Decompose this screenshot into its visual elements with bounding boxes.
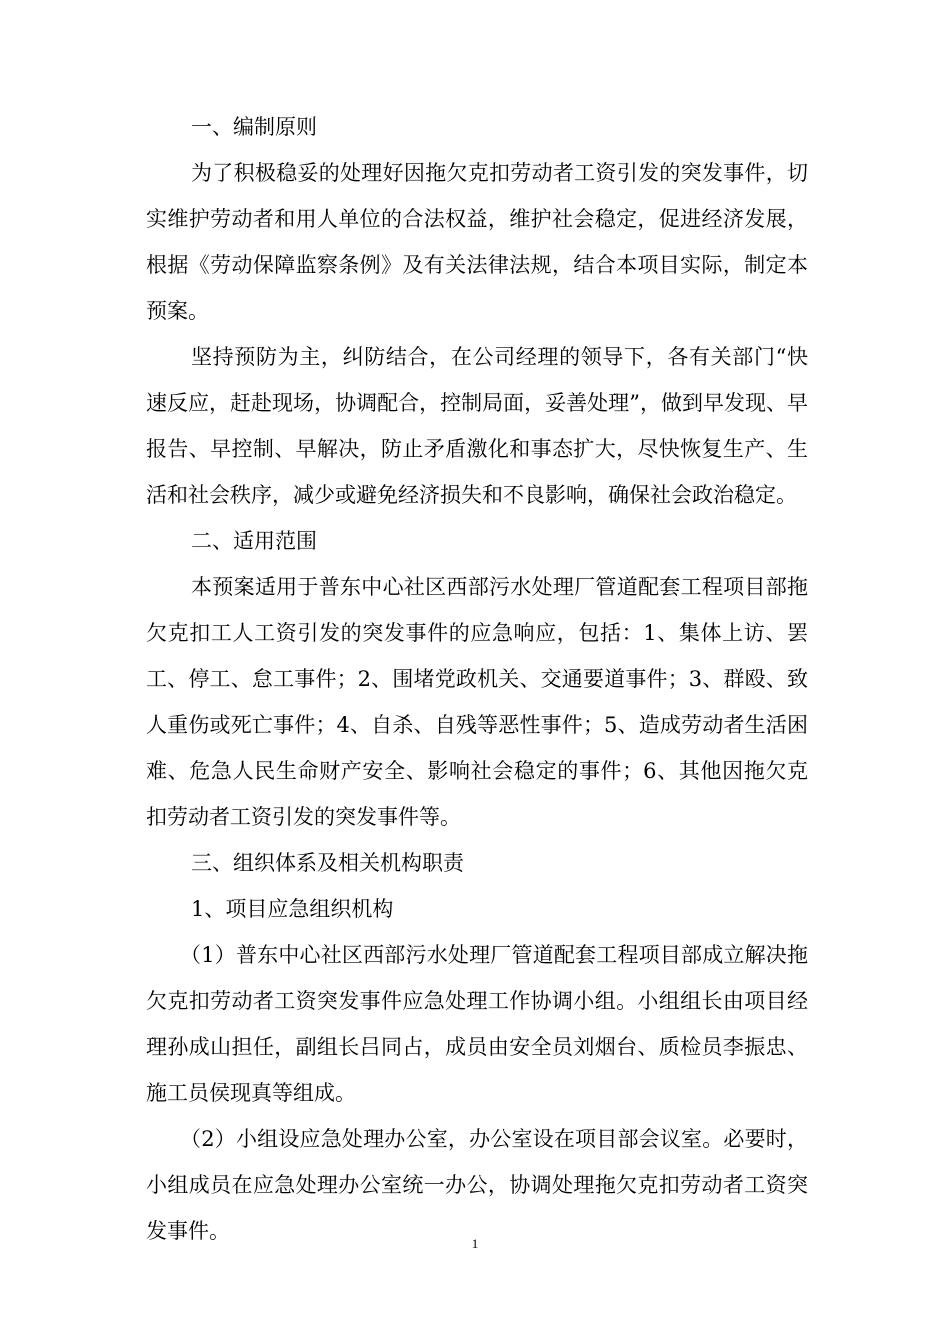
section-heading-principles: 一、编制原则	[191, 115, 317, 139]
paragraph-prevention: 坚持预防为主，纠防结合，在公司经理的领导下，各有关部门“快速反应，赶赴现场，协调配合，控制局面，妥善处理”，做到早发现、早报告、早控制、早解决，防止矛盾激化和事态扩大，尽快恢复生产、生活和社会秩序，减少或避免经济损失和不良影响，确保社会政治稳定。	[146, 345, 808, 507]
paragraph-scope: 本预案适用于普东中心社区西部污水处理厂管道配套工程项目部拖欠克扣工人工资引发的突发事件的应急响应，包括：1、集体上访、罢工、停工、怠工事件；2、围堵党政机关、交通要道事件；3、群殴、致人重伤或死亡事件；4、自杀、自残等恶性事件；5、造成劳动者生活困难、危急人民生命财产安全、影响社会稳定的事件；6、其他因拖欠克扣劳动者工资引发的突发事件等。	[146, 575, 808, 829]
subsection-heading-emergency-org: 1、项目应急组织机构	[191, 897, 394, 921]
section-heading-organization: 三、组织体系及相关机构职责	[191, 851, 464, 875]
page-number: 1	[471, 1236, 479, 1251]
section-heading-scope: 二、适用范围	[191, 529, 317, 553]
document-body	[146, 104, 808, 1254]
paragraph-coordination-group: （1）普东中心社区西部污水处理厂管道配套工程项目部成立解决拖欠克扣劳动者工资突发事件应急处理工作协调小组。小组组长由项目经理孙成山担任，副组长吕同占，成员由安全员刘烟台、质检员李振忠、施工员侯现真等组成。	[146, 943, 808, 1105]
paragraph-emergency-office: （2）小组设应急处理办公室，办公室设在项目部会议室。必要时，小组成员在应急处理办公室统一办公，协调处理拖欠克扣劳动者工资突发事件。	[146, 1127, 808, 1243]
paragraph-purpose: 为了积极稳妥的处理好因拖欠克扣劳动者工资引发的突发事件，切实维护劳动者和用人单位的合法权益，维护社会稳定，促进经济发展，根据《劳动保障监察条例》及有关法律法规，结合本项目实际，制定本预案。	[146, 161, 808, 323]
